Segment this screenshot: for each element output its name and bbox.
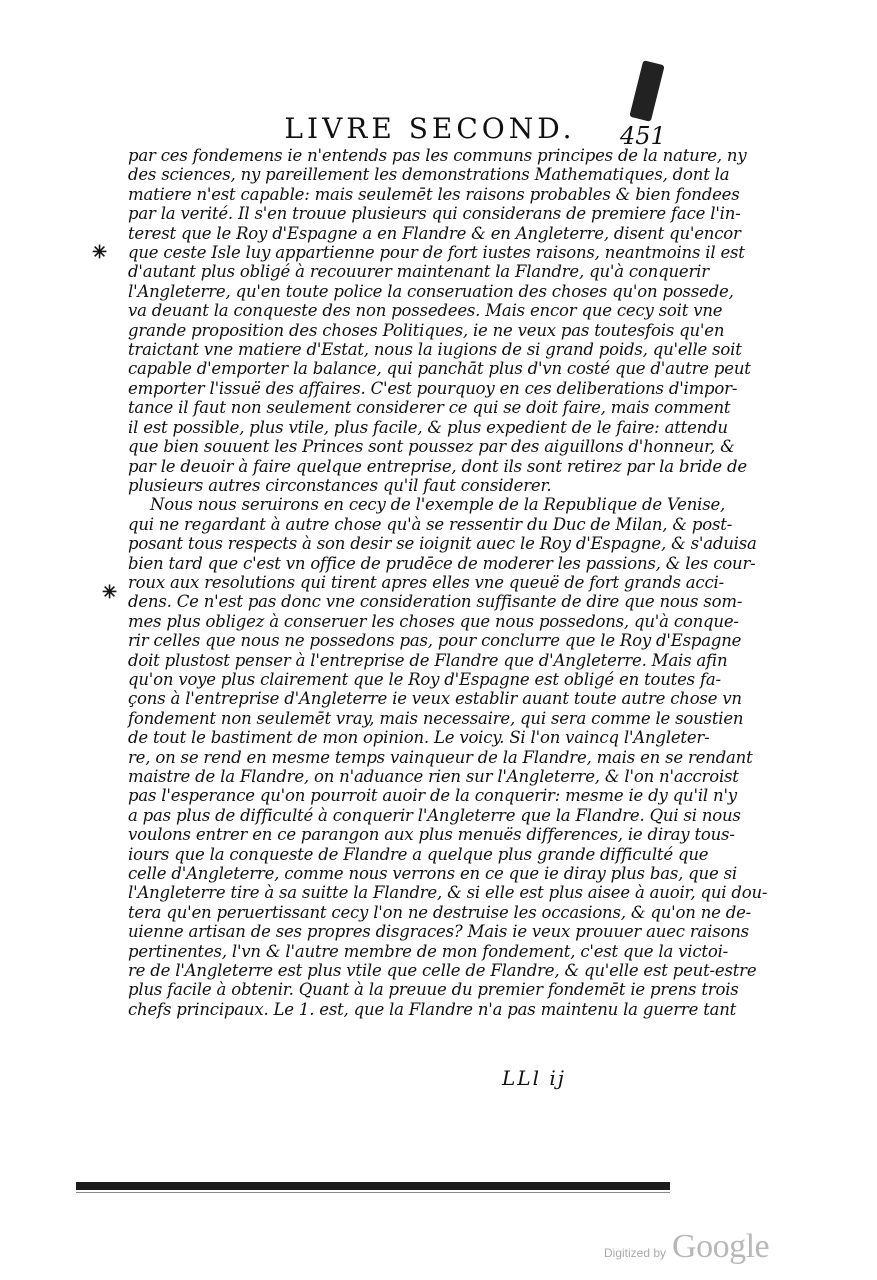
text-line: re, on se rend en mesme temps vainqueur de la Flandre, mais en se rendant [128, 747, 753, 767]
text-line: l'Angleterre, qu'en toute police la conseruation des choses qu'on possede, [128, 281, 734, 301]
text-line: grande proposition des choses Politiques, ie ne veux pas toutesfois qu'en [128, 320, 725, 340]
text-line: re de l'Angleterre est plus vtile que celle de Flandre, & qu'elle est peut-estre [128, 961, 757, 981]
text-line: rir celles que nous ne possedons pas, pour conclurre que le Roy d'Espagne [128, 631, 742, 651]
text-line: posant tous respects à son desir se ioignit auec le Roy d'Espagne, & s'aduisa [128, 534, 757, 554]
text-line: chefs principaux. Le 1. est, que la Flandre n'a pas maintenu la guerre tant [128, 999, 737, 1019]
text-line: dens. Ce n'est pas donc vne consideration suffisante de dire que nous som- [128, 592, 743, 612]
text-line: emporter l'issuë des affaires. C'est pourquoy en ces deliberations d'impor- [128, 378, 738, 398]
google-logo: Google [672, 1228, 770, 1265]
text-line: par le deuoir à faire quelque entreprise, dont ils sont retirez par la bride de [128, 456, 747, 476]
text-line: traictant vne matiere d'Estat, nous la iugions de si grand poids, qu'elle soit [128, 340, 742, 360]
text-line: que bien souuent les Princes sont poussez par des aiguillons d'honneur, & [128, 437, 735, 457]
text-line: par ces fondemens ie n'entends pas les communs principes de la nature, ny [128, 146, 747, 165]
text-line: d'autant plus obligé à recouurer maintenant la Flandre, qu'à conquerir [128, 262, 709, 282]
body-text [128, 146, 768, 1019]
text-line: terest que le Roy d'Espagne a en Flandre & en Angleterre, disent qu'encor [128, 223, 741, 243]
text-line: tance il faut non seulement considerer ce qui se doit faire, mais comment [128, 398, 731, 418]
text-line: par la verité. Il s'en trouue plusieurs qui considerans de premiere face l'in- [128, 204, 741, 224]
text-line: uienne artisan de ses propres disgraces? Mais ie veux prouuer auec raisons [128, 922, 749, 942]
marginal-mark-1: ✳ [92, 242, 108, 263]
text-line: capable d'emporter la balance, qui panchāt plus d'vn costé que d'autre peut [128, 359, 751, 379]
text-line: plus facile à obtenir. Quant à la preuue du premier fondemēt ie prens trois [128, 980, 739, 1000]
text-line: maistre de la Flandre, on n'aduance rien sur l'Angleterre, & l'on n'accroist [128, 767, 739, 786]
text-line: pas l'esperance qu'on pourroit auoir de la conquerir: mesme ie dy qu'il n'y [128, 786, 737, 806]
page-corner-mark [629, 60, 664, 122]
text-line: pertinentes, l'vn & l'autre membre de mon fondement, c'est que la victoi- [128, 941, 729, 961]
text-line: l'Angleterre tire à sa suitte la Flandre, & si elle est plus aisee à auoir, qui dou- [128, 883, 768, 903]
text-line: celle d'Angleterre, comme nous verrons en ce que ie diray plus bas, que si [128, 864, 737, 884]
text-line: de tout le bastiment de mon opinion. Le voicy. Si l'on vaincq l'Angleter- [128, 728, 710, 748]
running-head: LIVRE SECOND. [284, 112, 576, 145]
paragraph-2 [128, 495, 768, 1019]
text-line: que ceste Isle luy appartienne pour de fort iustes raisons, neantmoins il est [128, 243, 745, 263]
watermark-small-text: Digitized by [604, 1246, 667, 1260]
text-line: a pas plus de difficulté à conquerir l'Angleterre que la Flandre. Qui si nous [128, 805, 741, 825]
signature-mark: LLl ij [502, 1066, 566, 1090]
text-line: fondement non seulemēt vray, mais necessaire, qui sera comme le soustien [128, 708, 744, 728]
bottom-rule-shadow [76, 1192, 670, 1193]
text-line: roux aux resolutions qui tirent apres elles vne queuë de fort grands acci- [128, 572, 724, 592]
bottom-rule [76, 1182, 670, 1190]
text-line: il est possible, plus vtile, plus facile, & plus expedient de le faire: attendu [128, 417, 728, 437]
text-line: matiere n'est capable: mais seulemēt les raisons probables & bien fondees [128, 184, 740, 204]
text-line: voulons entrer en ce parangon aux plus menuës differences, ie diray tous- [128, 825, 735, 845]
text-line: çons à l'entreprise d'Angleterre ie veux establir auant toute autre chose vn [128, 689, 742, 709]
text-line: tera qu'en peruertissant cecy l'on ne destruise les occasions, & qu'on ne de- [128, 902, 752, 922]
text-line: mes plus obligez à conseruer les choses que nous possedons, qu'à conque- [128, 611, 739, 631]
text-line: qu'on voye plus clairement que le Roy d'Espagne est obligé en toutes fa- [128, 669, 721, 689]
paragraph-1 [128, 146, 751, 495]
text-line: doit plustost penser à l'entreprise de Flandre que d'Angleterre. Mais afin [128, 650, 728, 670]
text-line: va deuant la conqueste des non possedees. Mais encor que cecy soit vne [128, 301, 723, 321]
text-line: bien tard que c'est vn office de prudēce de moderer les passions, & les cour- [128, 553, 756, 573]
text-line: Nous nous seruirons en cecy de l'exemple de la Republique de Venise, [150, 495, 726, 515]
text-line: qui ne regardant à autre chose qu'à se ressentir du Duc de Milan, & post- [128, 514, 733, 534]
page-number: 451 [620, 122, 666, 150]
digitized-watermark [604, 1226, 769, 1266]
text-line: iours que la conqueste de Flandre a quelque plus grande difficulté que [128, 844, 709, 864]
marginal-mark-2: ✳ [102, 582, 118, 603]
text-line: plusieurs autres circonstances qu'il faut considerer. [128, 475, 552, 495]
text-line: des sciences, ny pareillement les demonstrations Mathematiques, dont la [128, 165, 730, 185]
